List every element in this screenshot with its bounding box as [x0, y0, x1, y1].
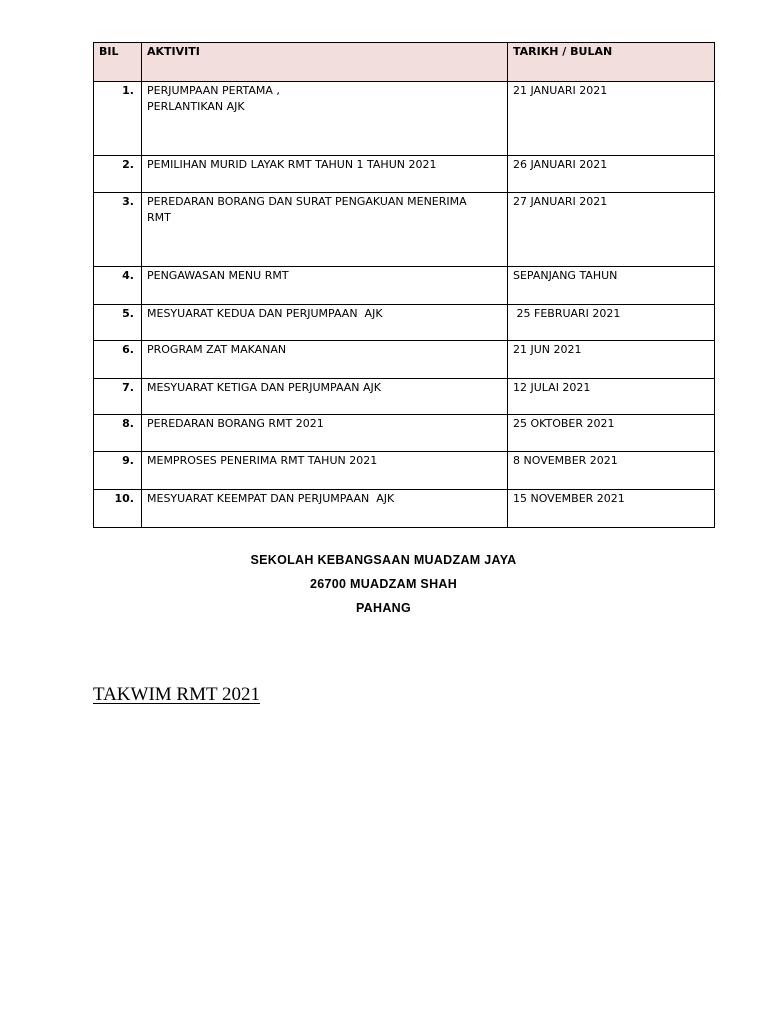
row-activity: [142, 267, 508, 305]
row-number: 3.: [94, 193, 142, 267]
row-activity: [142, 415, 508, 452]
header-bil: BIL: [94, 43, 142, 82]
row-number: 8.: [94, 415, 142, 452]
row-activity: [142, 193, 508, 267]
table-row: [94, 415, 715, 452]
activity-line: MESYUARAT KETIGA DAN PERJUMPAAN AJK: [147, 381, 382, 394]
activity-line: PEMILIHAN MURID LAYAK RMT TAHUN 1 TAHUN 2021: [147, 158, 437, 171]
activity-line: PEREDARAN BORANG DAN SURAT PENGAKUAN MENERIMA: [147, 195, 467, 208]
row-number: 5.: [94, 305, 142, 341]
activity-schedule-table: [93, 42, 715, 528]
table-row: [94, 379, 715, 415]
table-row: [94, 490, 715, 528]
row-activity: [142, 452, 508, 490]
row-number: 10.: [94, 490, 142, 528]
row-activity: [142, 341, 508, 379]
table-row: [94, 452, 715, 490]
row-date: SEPANJANG TAHUN: [508, 267, 715, 305]
header-activity: AKTIVITI: [142, 43, 508, 82]
school-name: SEKOLAH KEBANGSAAN MUADZAM JAYA: [250, 553, 517, 567]
activity-line: PEREDARAN BORANG RMT 2021: [147, 417, 324, 430]
table-row: [94, 267, 715, 305]
header-date: TARIKH / BULAN: [508, 43, 715, 82]
row-number: 9.: [94, 452, 142, 490]
school-postcode-city: 26700 MUADZAM SHAH: [309, 577, 458, 591]
row-activity: [142, 156, 508, 193]
activity-line: PERLANTIKAN AJK: [147, 100, 245, 113]
table-row: [94, 305, 715, 341]
row-date: 15 NOVEMBER 2021: [508, 490, 715, 528]
table-row: [94, 193, 715, 267]
activity-line: PROGRAM ZAT MAKANAN: [147, 343, 287, 356]
activity-line: MEMPROSES PENERIMA RMT TAHUN 2021: [147, 454, 378, 467]
document-title: TAKWIM RMT 2021: [93, 684, 261, 705]
row-activity: [142, 82, 508, 156]
activity-line: RMT: [147, 211, 171, 224]
row-number: 6.: [94, 341, 142, 379]
row-activity: [142, 379, 508, 415]
row-date: 21 JANUARI 2021: [508, 82, 715, 156]
row-date: 21 JUN 2021: [508, 341, 715, 379]
school-state: PAHANG: [355, 601, 412, 615]
activity-line: PERJUMPAAN PERTAMA ,: [147, 84, 280, 97]
row-number: 7.: [94, 379, 142, 415]
activity-line: MESYUARAT KEEMPAT DAN PERJUMPAAN AJK: [147, 492, 395, 505]
table-row: [94, 156, 715, 193]
school-address-block: [93, 552, 674, 624]
row-date: 27 JANUARI 2021: [508, 193, 715, 267]
row-date: 8 NOVEMBER 2021: [508, 452, 715, 490]
table-row: [94, 341, 715, 379]
table-row: [94, 82, 715, 156]
table-header-row: [94, 43, 715, 82]
row-date: 12 JULAI 2021: [508, 379, 715, 415]
row-number: 4.: [94, 267, 142, 305]
row-date: 25 FEBRUARI 2021: [508, 305, 715, 341]
activity-line: MESYUARAT KEDUA DAN PERJUMPAAN AJK: [147, 307, 383, 320]
row-number: 2.: [94, 156, 142, 193]
activity-line: PENGAWASAN MENU RMT: [147, 269, 289, 282]
row-date: 25 OKTOBER 2021: [508, 415, 715, 452]
row-activity: [142, 490, 508, 528]
row-date: 26 JANUARI 2021: [508, 156, 715, 193]
row-activity: [142, 305, 508, 341]
row-number: 1.: [94, 82, 142, 156]
